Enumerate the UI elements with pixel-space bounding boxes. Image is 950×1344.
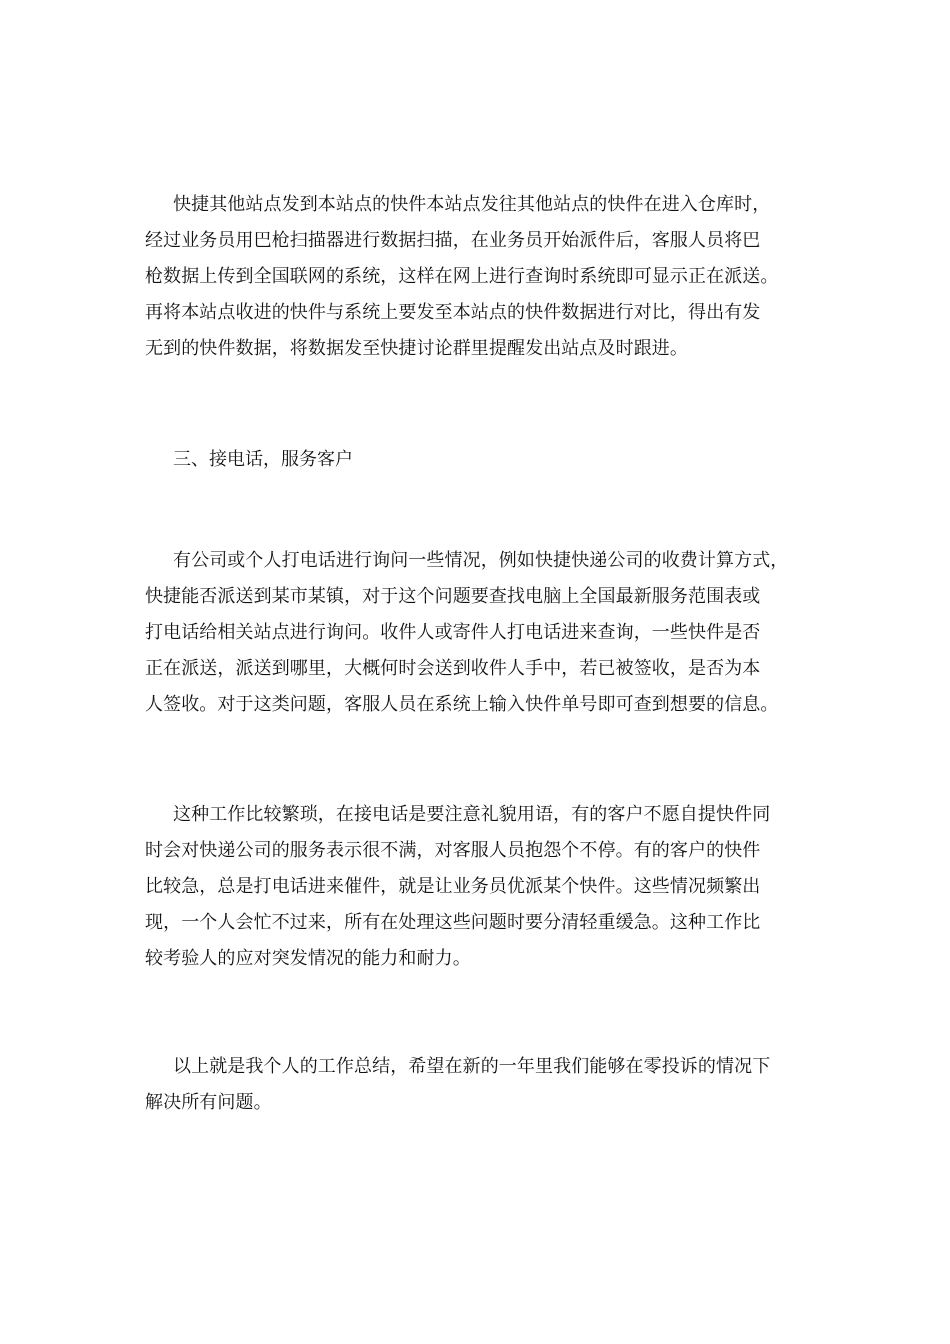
paragraph-line: 比较急，总是打电话进来催件，就是让业务员优派某个快件。这些情况频繁出 (145, 876, 761, 897)
paragraph-line: 时会对快递公司的服务表示很不满，对客服人员抱怨个不停。有的客户的快件 (145, 840, 761, 861)
paragraph-line: 打电话给相关站点进行询问。收件人或寄件人打电话进来查询，一些快件是否 (145, 622, 761, 643)
paragraph-line: 快捷其他站点发到本站点的快件本站点发往其他站点的快件在进入仓库时， (173, 194, 771, 215)
paragraph-line: 现，一个人会忙不过来，所有在处理这些问题时要分清轻重缓急。这种工作比 (145, 912, 761, 933)
section-heading (145, 442, 815, 478)
paragraph-line: 再将本站点收进的快件与系统上要发至本站点的快件数据进行对比，得出有发 (145, 302, 761, 323)
paragraph-line: 有公司或个人打电话进行询问一些情况，例如快捷快递公司的收费计算方式， (173, 550, 789, 571)
paragraph-line: 快捷能否派送到某市某镇，对于这个问题要查找电脑上全国最新服务范围表或 (145, 586, 761, 607)
paragraph-line: 无到的快件数据，将数据发至快捷讨论群里提醒发出站点及时跟进。 (145, 338, 688, 359)
paragraph-work-difficulty (145, 797, 815, 977)
section-heading-text: 三、接电话，服务客户 (173, 449, 353, 470)
paragraph-line: 正在派送，派送到哪里，大概何时会送到收件人手中，若已被签收，是否为本 (145, 658, 761, 679)
paragraph-scanning (145, 187, 815, 367)
paragraph-line: 解决所有问题。 (145, 1092, 272, 1113)
paragraph-line: 人签收。对于这类问题，客服人员在系统上输入快件单号即可查到想要的信息。 (145, 694, 779, 715)
paragraph-line: 枪数据上传到全国联网的系统，这样在网上进行查询时系统即可显示正在派送。 (145, 266, 779, 287)
paragraph-line: 经过业务员用巴枪扫描器进行数据扫描，在业务员开始派件后，客服人员将巴 (145, 230, 761, 251)
paragraph-line: 较考验人的应对突发情况的能力和耐力。 (145, 948, 471, 969)
paragraph-line: 以上就是我个人的工作总结，希望在新的一年里我们能够在零投诉的情况下 (173, 1056, 771, 1077)
paragraph-line: 这种工作比较繁琐，在接电话是要注意礼貌用语，有的客户不愿自提快件同 (173, 804, 771, 825)
paragraph-conclusion (145, 1049, 815, 1121)
paragraph-phone-inquiry (145, 543, 815, 723)
